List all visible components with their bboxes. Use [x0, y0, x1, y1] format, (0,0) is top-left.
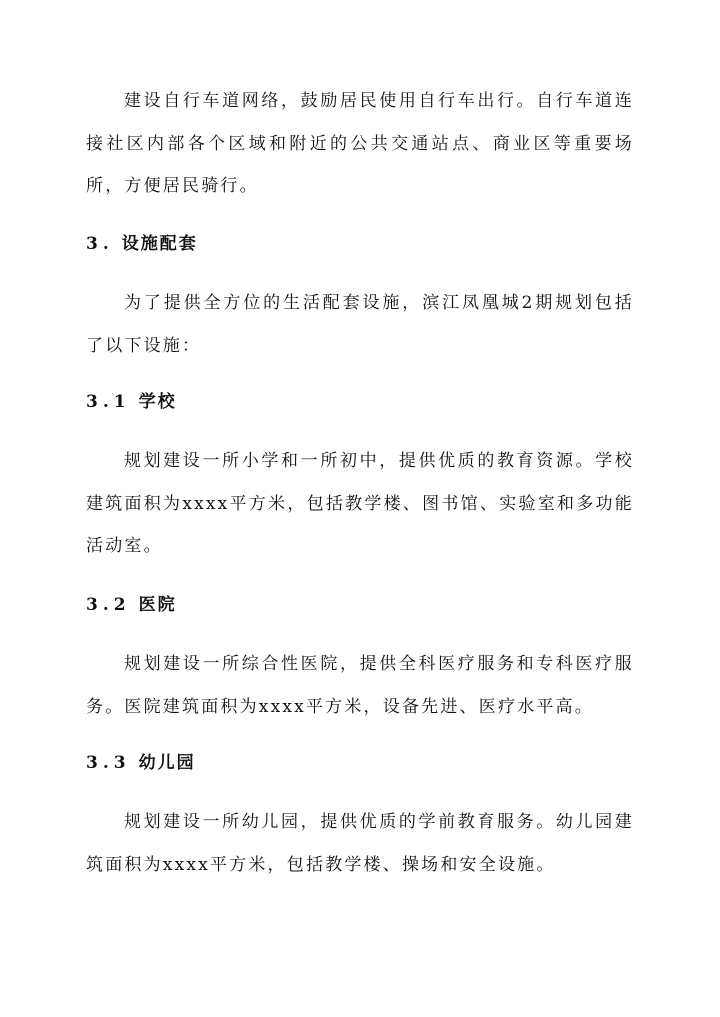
- heading-number: 3.2: [86, 595, 131, 615]
- heading-title: 学校: [138, 392, 177, 412]
- heading-school: [86, 390, 177, 414]
- paragraph-school: 规划建设一所小学和一所初中，提供优质的教育资源。学校建筑面积为xxxx平方米，包括教学楼、图书馆、实验室和多功能活动室。: [86, 451, 634, 556]
- heading-hospital: [86, 593, 177, 617]
- heading-number: 3.: [86, 234, 114, 254]
- heading-title: 设施配套: [121, 234, 198, 254]
- heading-title: 医院: [138, 595, 177, 615]
- paragraph-facilities-intro: 为了提供全方位的生活配套设施，滨江凤凰城2期规划包括了以下设施：: [86, 293, 634, 356]
- heading-number: 3.1: [86, 392, 131, 412]
- heading-facilities: [86, 232, 198, 256]
- paragraph-bike-lanes: 建设自行车道网络，鼓励居民使用自行车出行。自行车道连接社区内部各个区域和附近的公共交通站点、商业区等重要场所，方便居民骑行。: [86, 91, 634, 196]
- heading-title: 幼儿园: [138, 753, 196, 773]
- heading-number: 3.3: [86, 753, 131, 773]
- paragraph-kindergarten: 规划建设一所幼儿园，提供优质的学前教育服务。幼儿园建筑面积为xxxx平方米，包括教学楼、操场和安全设施。: [86, 812, 634, 875]
- paragraph-hospital: 规划建设一所综合性医院，提供全科医疗服务和专科医疗服务。医院建筑面积为xxxx平方米，设备先进、医疗水平高。: [86, 654, 634, 717]
- heading-kindergarten: [86, 751, 196, 775]
